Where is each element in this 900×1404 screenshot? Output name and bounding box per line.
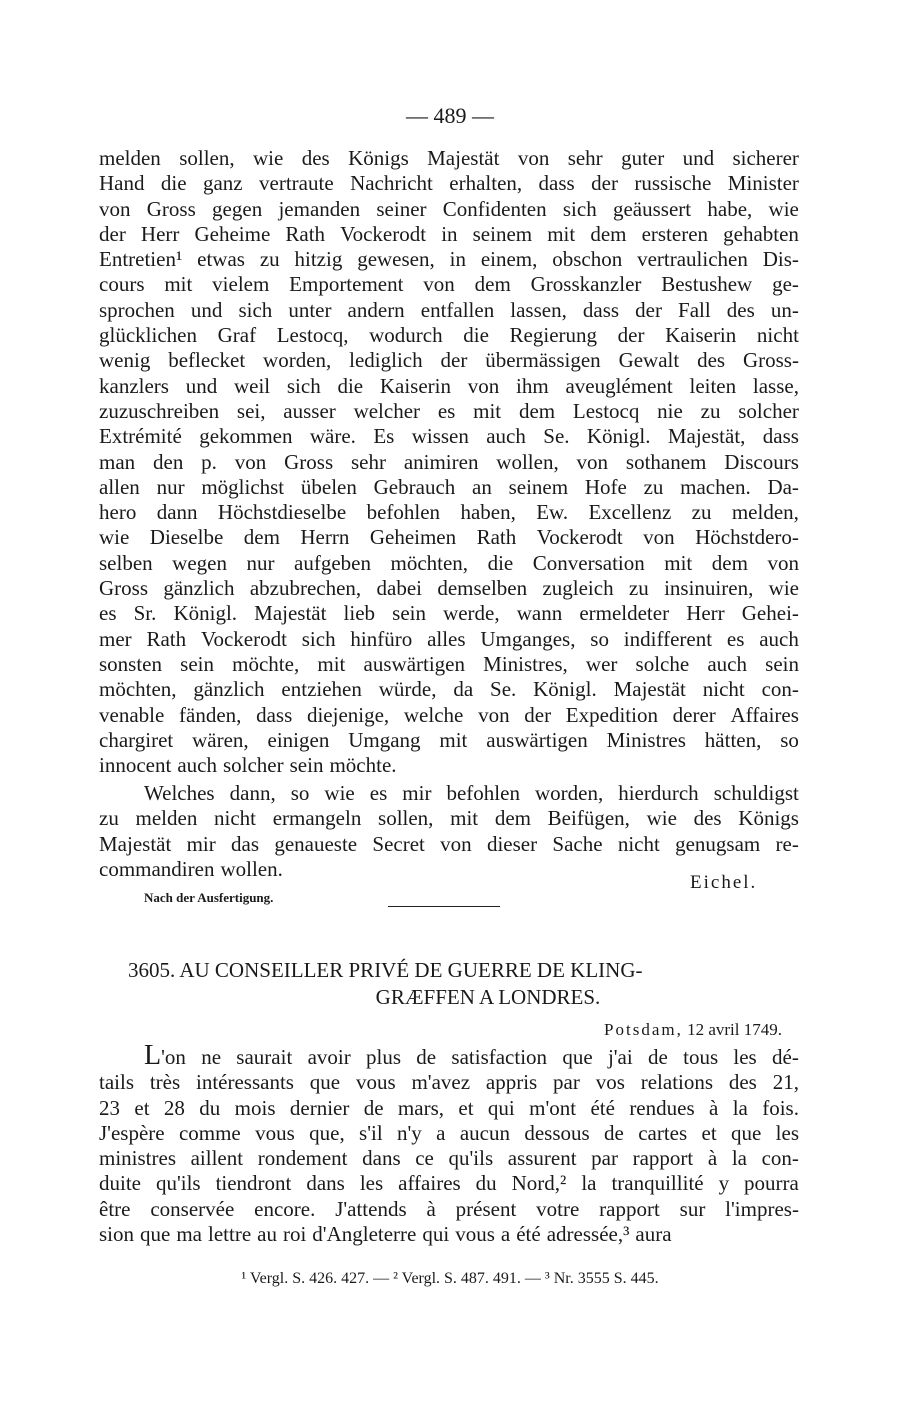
text-line: sion que ma lettre au roi d'Angleterre qui vous a été adressée,³ aura: [99, 1222, 672, 1247]
text-line: mer Rath Vockerodt sich hinfüro alles Umganges, so indifferent es auch: [99, 626, 799, 651]
text-line: wie Dieselbe dem Herrn Geheimen Rath Vockerodt von Höchstdero-: [99, 525, 799, 550]
german-paragraph-2: [99, 781, 799, 882]
text-line: J'espère comme vous que, s'il n'y a aucun dessous de cartes et que les: [99, 1120, 799, 1145]
text-line: selben wegen nur aufgeben möchten, die Conversation mit dem von: [99, 550, 799, 575]
french-paragraph: [99, 1040, 799, 1247]
text-line: L'on ne saurait avoir plus de satisfaction que j'ai de tous les dé-: [144, 1040, 799, 1071]
dateline: [0, 1020, 782, 1040]
text-line: melden sollen, wie des Königs Majestät von sehr guter und sicherer: [99, 146, 799, 170]
text-line: kanzlers und weil sich die Kaiserin von ihm aveuglément leiten lasse,: [99, 373, 799, 398]
signature: Eichel.: [690, 872, 758, 893]
text-line: Majestät mir das genaueste Secret von dieser Sache nicht genugsam re-: [99, 831, 799, 856]
german-paragraph-1: [99, 146, 799, 778]
text-line: hero dann Höchstdieselbe befohlen haben, Ew. Excellenz zu melden,: [99, 500, 799, 525]
text-line: der Herr Geheime Rath Vockerodt in seinem mit dem ersteren gehabten: [99, 221, 799, 246]
text-line: allen nur möglichst übelen Gebrauch an seinem Hofe zu machen. Da-: [99, 474, 799, 499]
text-line: commandiren wollen.: [99, 856, 283, 881]
text-line: 23 et 28 du mois dernier de mars, et qui m'ont été rendues à la fois.: [99, 1095, 799, 1120]
dateline-place: Potsdam,: [604, 1020, 683, 1039]
text-line: man den p. von Gross sehr animiren wollen, von sothanem Discours: [99, 449, 799, 474]
text-line: glücklichen Graf Lestocq, wodurch die Regierung der Kaiserin nicht: [99, 323, 799, 348]
text-line: Extrémité gekommen wäre. Es wissen auch Se. Königl. Majestät, dass: [99, 424, 799, 449]
drop-cap: L: [144, 1040, 162, 1071]
text-line: zuzuschreiben sei, ausser welcher es mit dem Lestocq nie zu solcher: [99, 398, 799, 423]
heading-line-1: AU CONSEILLER PRIVÉ DE GUERRE DE KLING-: [179, 958, 643, 982]
text-line: être conservée encore. J'attends à présent votre rapport sur l'impres-: [99, 1196, 799, 1221]
text-line: duite qu'ils tiendront dans les affaires du Nord,² la tranquillité y pourra: [99, 1171, 799, 1196]
page-number: — 489 —: [406, 103, 494, 128]
footnotes: ¹ Vergl. S. 426. 427. — ² Vergl. S. 487. 491. — ³ Nr. 3555 S. 445.: [241, 1270, 659, 1287]
text-line: wenig beflecket worden, lediglich der übermässigen Gewalt des Gross-: [99, 348, 799, 373]
text-line: Gross gänzlich abzubrechen, dabei demselben zugleich zu insinuiren, wie: [99, 576, 799, 601]
text-line: es Sr. Königl. Majestät lieb sein werde, wann ermeldeter Herr Gehei-: [99, 601, 799, 626]
source-note: Nach der Ausfertigung.: [144, 890, 274, 905]
text-line: Entretien¹ etwas zu hitzig gewesen, in einem, obschon vertraulichen Dis-: [99, 247, 799, 272]
text-line: chargiret wären, einigen Umgang mit auswärtigen Ministres hätten, so: [99, 727, 799, 752]
text-line: cours mit vielem Emportement von dem Grosskanzler Bestushew ge-: [99, 272, 799, 297]
text-line: sonsten sein möchte, mit auswärtigen Ministres, wer solche auch sein: [99, 651, 799, 676]
text-line: Hand die ganz vertraute Nachricht erhalten, dass der russische Minister: [99, 171, 799, 196]
dateline-date: 12 avril 1749.: [687, 1020, 782, 1039]
document-heading: [128, 958, 808, 1010]
text-line: zu melden nicht ermangeln sollen, mit dem Beifügen, wie des Königs: [99, 806, 799, 831]
text-line: venable fänden, dass diejenige, welche von der Expedition derer Affaires: [99, 702, 799, 727]
section-divider: [388, 906, 500, 907]
text-line: innocent auch solcher sein möchte.: [99, 753, 397, 778]
text-line: sprochen und sich unter andern entfallen lassen, dass der Fall des un-: [99, 297, 799, 322]
text-line: ministres aillent rondement dans ce qu'ils assurent par rapport à la con-: [99, 1146, 799, 1171]
text-line: Welches dann, so wie es mir befohlen worden, hierdurch schuldigst: [144, 781, 799, 805]
text-line: tails très intéressants que vous m'avez appris par vos relations des 21,: [99, 1070, 799, 1095]
text-line: möchten, gänzlich entziehen würde, da Se. Königl. Majestät nicht con-: [99, 677, 799, 702]
document-number: 3605.: [128, 958, 176, 982]
text-line: von Gross gegen jemanden seiner Confidenten sich geäussert habe, wie: [99, 196, 799, 221]
heading-line-2: GRÆFFEN A LONDRES.: [375, 985, 601, 1009]
